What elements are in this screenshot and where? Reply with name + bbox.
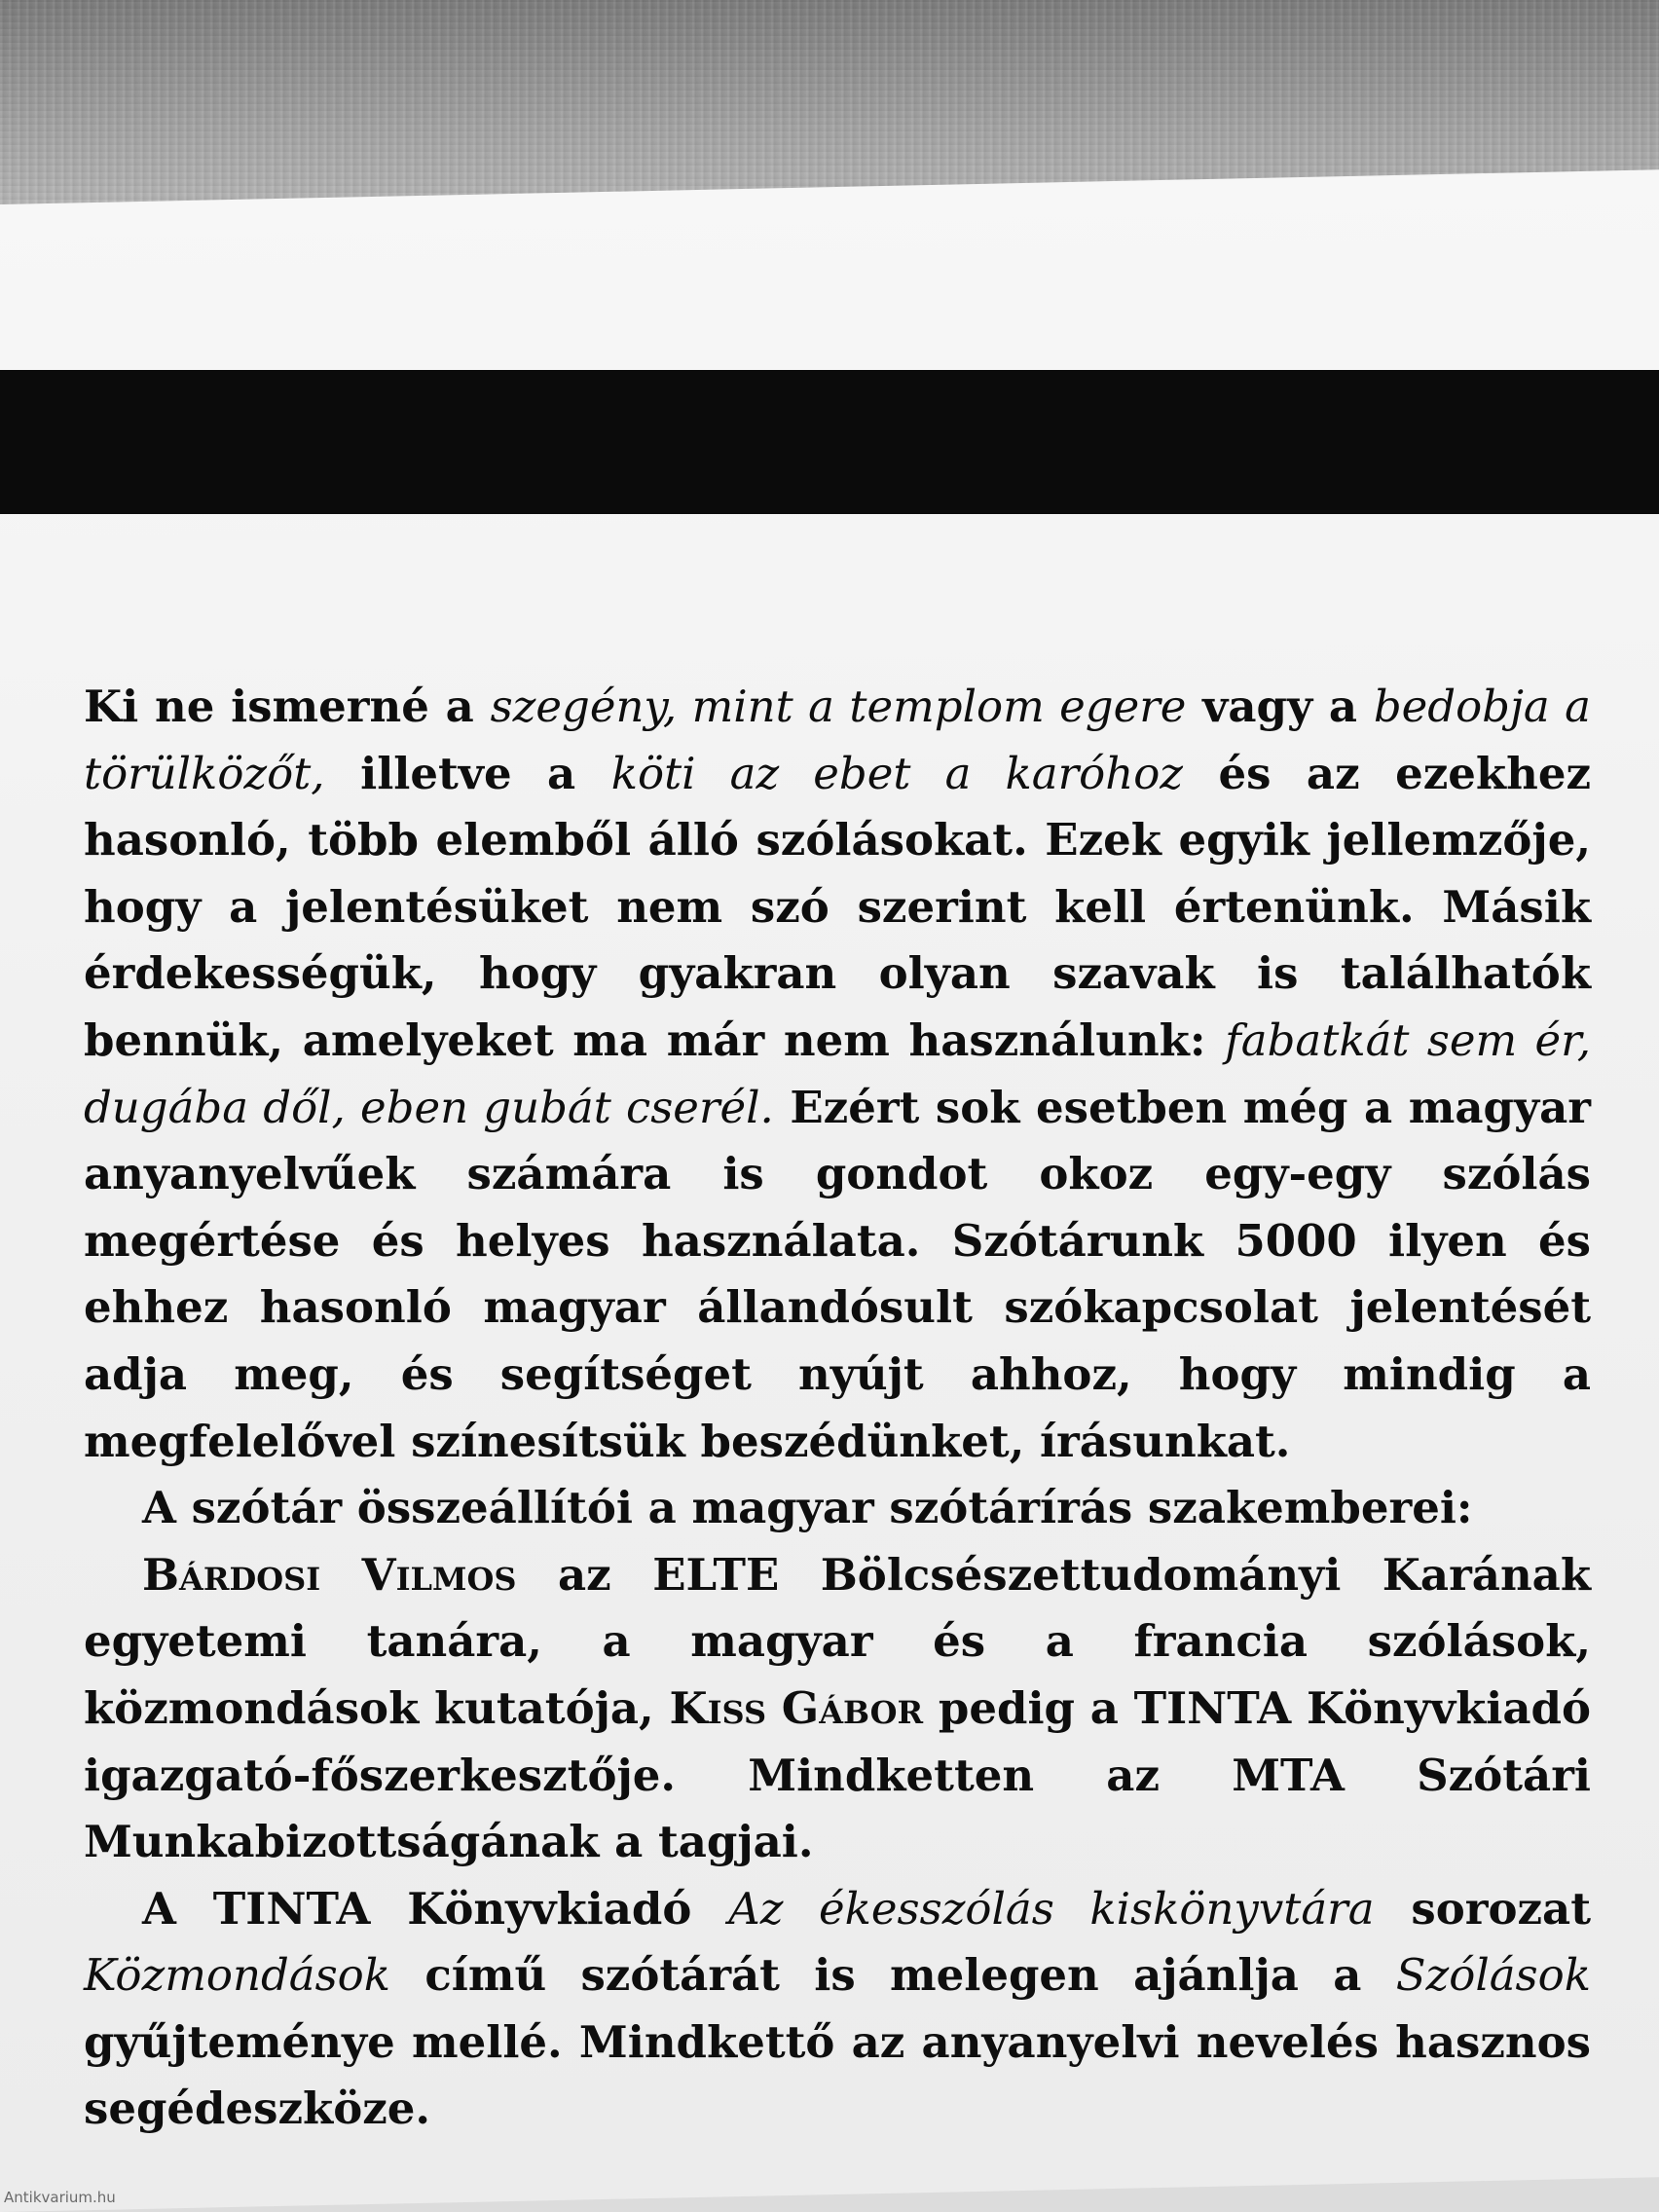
text-run: illetve a [324, 747, 611, 799]
blurb-text [84, 674, 1591, 2143]
text-run: A TINTA Könyvkiadó [142, 1882, 729, 1935]
text-run: Ki ne ismerné a [84, 681, 491, 732]
text-run: pedig a TINTA Könyvkiadó igazgató-főszerkesztője. Mindketten az MTA Szótári Munkabizottságának a tagjai. [84, 1681, 1592, 1868]
paragraph-intro [84, 674, 1591, 1475]
paragraph-recommendation [84, 1876, 1591, 2143]
italic-idiom: fabatkát sem ér, dugába dől, eben gubát cserél. [84, 1014, 1592, 1133]
text-run: című szótárát is melegen ajánlja a [390, 1949, 1396, 2002]
italic-title: Közmondások [84, 1949, 391, 2002]
author-name: Kiss Gábor [669, 1681, 924, 1734]
text-run: és az ezekhez hasonló, több elemből álló szólásokat. Ezek egyik jellemzője, hogy a jelentésüket nem szó szerint kell értenünk. Másik érdekességük, hogy gyakran olyan szavak is találhatók bennük, amelyeket ma már nem használunk: [84, 747, 1592, 1066]
text-run: az ELTE Bölcsészettudományi Karának egyetemi tanára, a magyar és a francia szólások, közmondások kutatója, [84, 1548, 1591, 1734]
text-run: Ezért sok esetben még a magyar anyanyelvűek számára is gondot okoz egy-egy szólás megértése és helyes használata. Szótárunk 5000 ilyen és ehhez hasonló magyar állandósult szókapcsolat jelentését adja meg, és segítséget nyújt ahhoz, hogy mindig a megfelelővel színesítsük beszédünket, írásunkat. [84, 1081, 1591, 1467]
italic-title: Szólások [1395, 1949, 1591, 2002]
watermark: Antikvarium.hu [4, 2189, 116, 2206]
italic-title: Az ékesszólás kiskönyvtára [728, 1882, 1375, 1935]
italic-idiom: bedobja a törülközőt, [84, 681, 1592, 799]
text-run: A szótár összeállítói a magyar szótárírás szakemberei: [142, 1482, 1473, 1534]
italic-idiom: köti az ebet a karóhoz [610, 747, 1183, 799]
text-run: sorozat [1374, 1882, 1591, 1935]
text-run: gyűjteménye mellé. Mindkettő az anyanyelvi nevelés hasznos segédeszköze. [84, 2015, 1591, 2135]
paragraph-authors-lead [84, 1475, 1591, 1542]
author-name: Bárdosi Vilmos [142, 1548, 517, 1601]
black-header-band [0, 370, 1659, 514]
text-run: vagy a [1186, 681, 1374, 732]
italic-idiom: szegény, mint a templom egere [490, 681, 1187, 732]
paragraph-authors [84, 1542, 1591, 1876]
